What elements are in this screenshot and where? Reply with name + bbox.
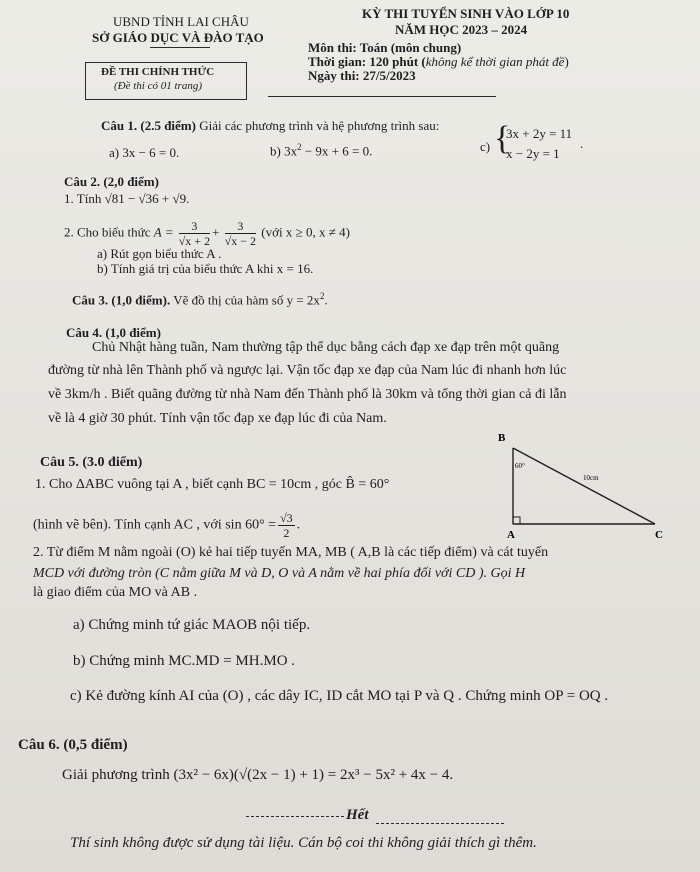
q2-part-a: a) Rút gọn biểu thức A . — [97, 246, 222, 261]
q2-part-b: b) Tính giá trị của biểu thức A khi x = 16. — [97, 261, 314, 276]
right-angle-mark — [513, 517, 520, 524]
system-brace: { — [494, 120, 511, 157]
q5-part-2-line-1: 2. Từ điểm M nằm ngoài (O) kẻ hai tiếp tuyến MA, MB ( A,B là các tiếp điểm) và cát tuyến — [33, 545, 549, 560]
angle-label: 60° — [515, 462, 525, 470]
q5-part-c: c) Kẻ đường kính AI của (O) , các dây IC, ID cắt MO tại P và Q . Chứng minh OP = OQ . — [70, 688, 609, 704]
header-underline-right — [268, 96, 496, 97]
fraction-2: $\frac{3}{√x - 2}$ — [224, 219, 257, 248]
q5-part-1-line-2: (hình vẽ bên). Tính cạnh AC , với sin 60° = $\frac{√3}{2}$ . — [33, 511, 301, 540]
q1-heading: Câu 1. (2.5 điểm) Giải các phương trình và hệ phương trình sau: — [101, 118, 440, 133]
q2-part-1: 1. Tính √81 − √36 + √9. — [64, 191, 190, 206]
q5-part-2-line-2: MCD với đường tròn (C nằm giữa M và D, O và A nằm về hai phía đối với CD ). Gọi H — [33, 566, 526, 581]
q5-heading: Câu 5. (3.0 điểm) — [40, 455, 143, 470]
pages-note: (Đề thi có 01 trang) — [114, 80, 202, 92]
q1-c-equation-1: 3x + 2y = 11 — [506, 126, 573, 141]
q1-c-end: . — [580, 136, 584, 151]
side-label: 10cm — [583, 474, 599, 482]
q3-line: Câu 3. (1,0 điểm). Vẽ đồ thị của hàm số $y = 2x^2$. — [72, 291, 328, 308]
q5-part-2-line-3: là giao điểm của MO và AB . — [33, 585, 198, 600]
q5-part-1-line-1: 1. Cho ΔABC vuông tại A , biết cạnh BC = 10cm , góc B̂ = 60° — [35, 477, 390, 492]
time-line: Thời gian: 120 phút (không kể thời gian phát đề) — [308, 54, 569, 69]
exam-date: Ngày thi: 27/5/2023 — [308, 68, 416, 83]
end-dash-left — [246, 816, 344, 817]
vertex-b: B — [498, 432, 506, 444]
end-dash-right — [376, 823, 504, 824]
q1-part-a: a) 3x − 6 = 0. — [109, 145, 180, 160]
vertex-a: A — [507, 529, 515, 540]
q6-heading: Câu 6. (0,5 điểm) — [18, 737, 128, 753]
q4-line-1: Chủ Nhật hàng tuần, Nam thường tập thể dục bằng cách đạp xe đạp trên một quãng — [92, 340, 560, 355]
vertex-c: C — [655, 529, 663, 540]
q1-part-b: b) $3x^2 - 9x + 6 = 0$. — [270, 142, 373, 159]
side-bc — [513, 448, 655, 524]
q1-c-equation-2: x − 2y = 1 — [506, 146, 560, 161]
q6-equation: Giải phương trình (3x² − 6x)(√(2x − 1) + 1) = 2x³ − 5x² + 4x − 4. — [62, 767, 454, 783]
end-marker: Hết — [346, 807, 369, 823]
q4-line-3: về 3km/h . Biết quãng đường từ nhà Nam đến Thành phố là 30km và tổng thời gian cả đi lẫn — [48, 387, 567, 402]
school-year: NĂM HỌC 2023 – 2024 — [395, 22, 528, 37]
q5-part-a: a) Chứng minh tứ giác MAOB nội tiếp. — [73, 617, 311, 633]
q1-part-c-label: c) — [480, 139, 491, 154]
fraction-1: $\frac{3}{√x + 2}$ — [178, 219, 211, 248]
q2-part-2: 2. Cho biểu thức A = $\frac{3}{√x + 2}$ + $\frac{3}{√x - 2}$ (với x ≥ 0, x ≠ 4) — [64, 219, 350, 248]
department-header: SỞ GIÁO DỤC VÀ ĐÀO TẠO — [92, 30, 264, 45]
q4-line-2: đường từ nhà lên Thành phố và ngược lại. Vận tốc đạp xe đạp của Nam lúc đi nhanh hơn lúc — [48, 363, 567, 378]
sin-fraction: $\frac{√3}{2}$ — [280, 511, 293, 540]
q4-heading: Câu 4. (1,0 điểm) — [66, 325, 161, 340]
official-exam-label: ĐỀ THI CHÍNH THỨC — [101, 66, 215, 78]
q5-part-b: b) Chứng minh MC.MD = MH.MO . — [73, 653, 296, 669]
exam-title: KỲ THI TUYỂN SINH VÀO LỚP 10 — [362, 6, 570, 21]
triangle-figure — [495, 428, 670, 540]
q2-heading: Câu 2. (2,0 điểm) — [64, 174, 159, 189]
header-underline-left — [150, 47, 210, 48]
province-header: UBND TỈNH LAI CHÂU — [113, 14, 249, 29]
footer-note: Thí sinh không được sử dụng tài liệu. Cán bộ coi thi không giải thích gì thêm. — [70, 835, 537, 851]
q4-line-4: về là 4 giờ 30 phút. Tính vận tốc đạp xe đạp lúc đi của Nam. — [48, 411, 387, 426]
subject-line: Môn thi: Toán (môn chung) — [308, 40, 462, 55]
